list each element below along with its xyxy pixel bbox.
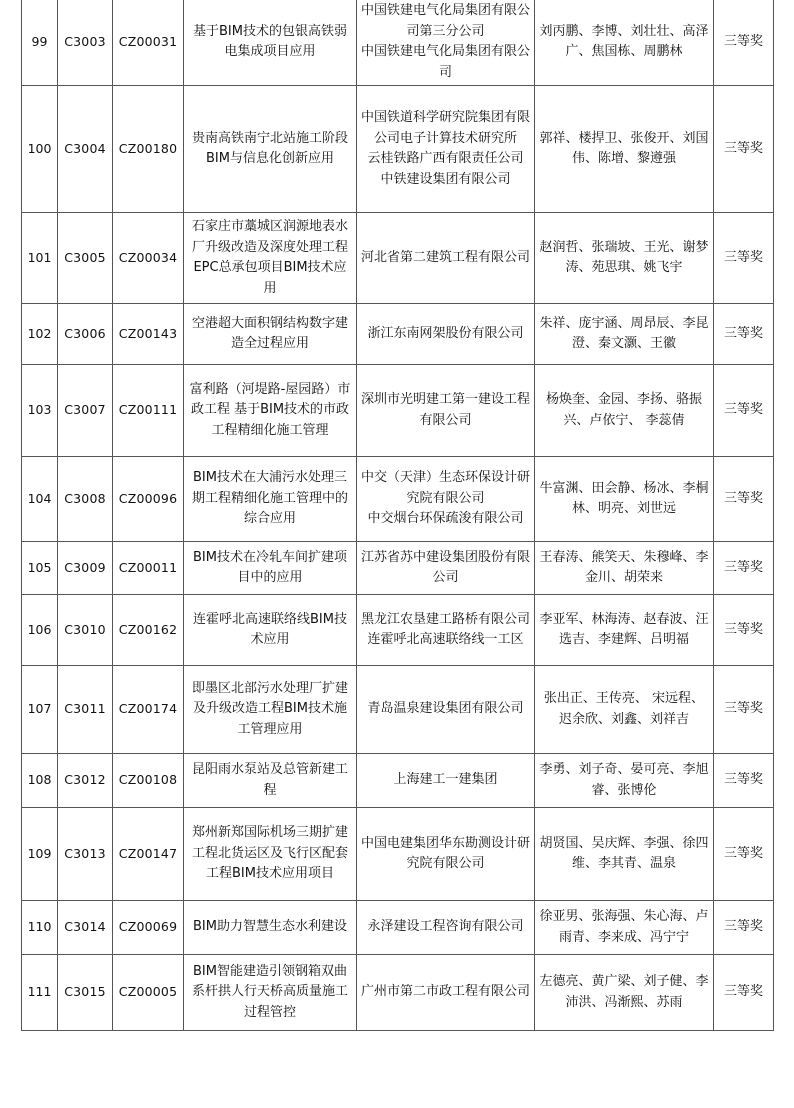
project-code-cell: C3011 xyxy=(58,666,113,754)
project-code-cell: C3009 xyxy=(58,542,113,595)
table-row xyxy=(22,0,774,86)
project-code-cell: C3007 xyxy=(58,365,113,457)
organization-cell xyxy=(357,0,535,86)
organization-cell xyxy=(357,754,535,808)
submission-id-cell: CZ00069 xyxy=(113,901,184,955)
project-code-cell: C3004 xyxy=(58,86,113,213)
team-members-cell: 张出正、王传亮、 宋远程、迟余欣、刘鑫、刘祥吉 xyxy=(535,666,714,754)
table-row xyxy=(22,86,774,213)
row-number-cell: 109 xyxy=(22,808,58,901)
project-code-cell: C3008 xyxy=(58,457,113,542)
organization-name: 河北省第二建筑工程有限公司 xyxy=(361,249,531,265)
organization-name: 青岛温泉建设集团有限公司 xyxy=(367,701,524,717)
organization-cell xyxy=(357,365,535,457)
award-table-body xyxy=(22,0,774,1031)
row-number-cell: 102 xyxy=(22,304,58,365)
organization-name: 广州市第二市政工程有限公司 xyxy=(361,984,531,1000)
organization-cell xyxy=(357,901,535,955)
submission-id-cell: CZ00162 xyxy=(113,595,184,666)
team-members-cell: 胡贤国、吴庆辉、李强、徐四维、李其青、温泉 xyxy=(535,808,714,901)
table-row xyxy=(22,666,774,754)
submission-id-cell: CZ00174 xyxy=(113,666,184,754)
team-members-cell: 徐亚男、张海强、朱心海、卢雨青、李来成、冯宁宁 xyxy=(535,901,714,955)
team-members-cell: 朱祥、庞宇涵、周昂辰、李昆澄、秦文灏、王徽 xyxy=(535,304,714,365)
organization-name: 深圳市光明建工第一建设工程有限公司 xyxy=(361,392,531,428)
row-number-cell: 110 xyxy=(22,901,58,955)
organization-cell xyxy=(357,542,535,595)
submission-id-cell: CZ00111 xyxy=(113,365,184,457)
table-row xyxy=(22,542,774,595)
award-level-cell: 三等奖 xyxy=(714,86,774,213)
organization-cell xyxy=(357,213,535,304)
award-level-cell: 三等奖 xyxy=(714,0,774,86)
submission-id-cell: CZ00031 xyxy=(113,0,184,86)
organization-name: 浙江东南网架股份有限公司 xyxy=(367,325,524,341)
award-level-cell: 三等奖 xyxy=(714,901,774,955)
organization-name: 云桂铁路广西有限责任公司 xyxy=(367,151,524,166)
submission-id-cell: CZ00005 xyxy=(113,955,184,1031)
project-title-cell: BIM技术在大浦污水处理三期工程精细化施工管理中的 综合应用 xyxy=(184,457,357,542)
organization-cell xyxy=(357,808,535,901)
project-code-cell: C3006 xyxy=(58,304,113,365)
project-title-cell: 即墨区北部污水处理厂扩建及升级改造工程BIM技术施工管理应用 xyxy=(184,666,357,754)
project-title-cell: 石家庄市藁城区润源地表水厂升级改造及深度处理工程EPC总承包项目BIM技术应用 xyxy=(184,213,357,304)
submission-id-cell: CZ00143 xyxy=(113,304,184,365)
award-level-cell: 三等奖 xyxy=(714,955,774,1031)
project-title-cell: BIM智能建造引领钢箱双曲系杆拱人行天桥高质量施工过程管控 xyxy=(184,955,357,1031)
organization-name: 中国电建集团华东勘测设计研究院有限公司 xyxy=(361,835,531,871)
organization-name: 黑龙江农垦建工路桥有限公司连霍呼北高速联络线一工区 xyxy=(361,611,531,647)
award-level-cell: 三等奖 xyxy=(714,542,774,595)
organization-name: 中国铁建电气化局集团有限公司 xyxy=(361,44,531,80)
project-code-cell: C3005 xyxy=(58,213,113,304)
award-level-cell: 三等奖 xyxy=(714,808,774,901)
organization-name: 中国铁道科学研究院集团有限公司电子计算技术研究所 xyxy=(361,110,531,146)
project-title-cell: 昆阳雨水泵站及总管新建工程 xyxy=(184,754,357,808)
award-level-cell: 三等奖 xyxy=(714,365,774,457)
project-code-cell: C3013 xyxy=(58,808,113,901)
submission-id-cell: CZ00147 xyxy=(113,808,184,901)
organization-cell xyxy=(357,86,535,213)
organization-cell xyxy=(357,955,535,1031)
organization-name: 中国铁建电气化局集团有限公司第三分公司 xyxy=(361,3,531,39)
team-members-cell: 李勇、刘子奇、晏可亮、李旭睿、张博伦 xyxy=(535,754,714,808)
award-level-cell: 三等奖 xyxy=(714,213,774,304)
project-title-cell: 郑州新郑国际机场三期扩建工程北货运区及飞行区配套工程BIM技术应用项目 xyxy=(184,808,357,901)
table-row xyxy=(22,595,774,666)
award-level-cell: 三等奖 xyxy=(714,304,774,365)
project-code-cell: C3014 xyxy=(58,901,113,955)
organization-name: 中交烟台环保疏浚有限公司 xyxy=(367,511,524,527)
submission-id-cell: CZ00108 xyxy=(113,754,184,808)
project-title-cell: 基于BIM技术的包银高铁弱电集成项目应用 xyxy=(184,0,357,86)
team-members-cell: 左德亮、黄广梁、刘子健、李沛洪、冯渐熙、苏雨 xyxy=(535,955,714,1031)
row-number-cell: 101 xyxy=(22,213,58,304)
row-number-cell: 100 xyxy=(22,86,58,213)
organization-name: 中交（天津）生态环保设计研究院有限公司 xyxy=(361,470,531,506)
row-number-cell: 104 xyxy=(22,457,58,542)
row-number-cell: 105 xyxy=(22,542,58,595)
table-row xyxy=(22,955,774,1031)
row-number-cell: 107 xyxy=(22,666,58,754)
project-title-cell: 空港超大面积钢结构数字建造全过程应用 xyxy=(184,304,357,365)
table-row xyxy=(22,457,774,542)
row-number-cell: 108 xyxy=(22,754,58,808)
submission-id-cell: CZ00034 xyxy=(113,213,184,304)
organization-cell xyxy=(357,666,535,754)
organization-name: 江苏省苏中建设集团股份有限公司 xyxy=(361,549,531,585)
row-number-cell: 106 xyxy=(22,595,58,666)
project-title-cell: BIM技术在冷轧车间扩建项目中的应用 xyxy=(184,542,357,595)
table-row xyxy=(22,754,774,808)
team-members-cell: 牛富渊、田会静、杨冰、李桐林、明亮、刘世远 xyxy=(535,457,714,542)
project-code-cell: C3012 xyxy=(58,754,113,808)
award-level-cell: 三等奖 xyxy=(714,666,774,754)
team-members-cell: 赵润哲、张瑞坡、王光、谢梦涛、苑思琪、姚飞宇 xyxy=(535,213,714,304)
project-title-cell: 富利路（河堤路-屋园路）市政工程 基于BIM技术的市政工程精细化施工管理 xyxy=(184,365,357,457)
organization-name: 中铁建设集团有限公司 xyxy=(380,171,511,187)
team-members-cell: 杨焕奎、金园、李扬、骆振兴、卢依宁、 李蕊倩 xyxy=(535,365,714,457)
table-row xyxy=(22,213,774,304)
project-title-cell: 贵南高铁南宁北站施工阶段BIM与信息化创新应用 xyxy=(184,86,357,213)
table-row xyxy=(22,304,774,365)
team-members-cell: 李亚军、林海涛、赵春波、汪选吉、李建辉、吕明福 xyxy=(535,595,714,666)
award-level-cell: 三等奖 xyxy=(714,457,774,542)
submission-id-cell: CZ00180 xyxy=(113,86,184,213)
project-code-cell: C3015 xyxy=(58,955,113,1031)
table-row xyxy=(22,808,774,901)
project-title-cell: 连霍呼北高速联络线BIM技术应用 xyxy=(184,595,357,666)
submission-id-cell: CZ00011 xyxy=(113,542,184,595)
award-level-cell: 三等奖 xyxy=(714,595,774,666)
team-members-cell: 刘丙鹏、李博、刘壮壮、高泽广、焦国栋、周鹏林 xyxy=(535,0,714,86)
row-number-cell: 103 xyxy=(22,365,58,457)
table-row xyxy=(22,901,774,955)
organization-cell xyxy=(357,595,535,666)
team-members-cell: 王春涛、熊笑天、朱穆峰、李金川、胡荣来 xyxy=(535,542,714,595)
award-level-cell: 三等奖 xyxy=(714,754,774,808)
organization-cell xyxy=(357,457,535,542)
table-row xyxy=(22,365,774,457)
project-code-cell: C3003 xyxy=(58,0,113,86)
submission-id-cell: CZ00096 xyxy=(113,457,184,542)
project-code-cell: C3010 xyxy=(58,595,113,666)
row-number-cell: 99 xyxy=(22,0,58,86)
row-number-cell: 111 xyxy=(22,955,58,1031)
project-title-cell: BIM助力智慧生态水利建设 xyxy=(184,901,357,955)
award-table xyxy=(21,0,774,1031)
organization-cell xyxy=(357,304,535,365)
team-members-cell: 郭祥、楼捍卫、张俊开、刘国伟、陈增、黎遵强 xyxy=(535,86,714,213)
organization-name: 上海建工一建集团 xyxy=(393,772,498,788)
organization-name: 永泽建设工程咨询有限公司 xyxy=(367,919,524,935)
